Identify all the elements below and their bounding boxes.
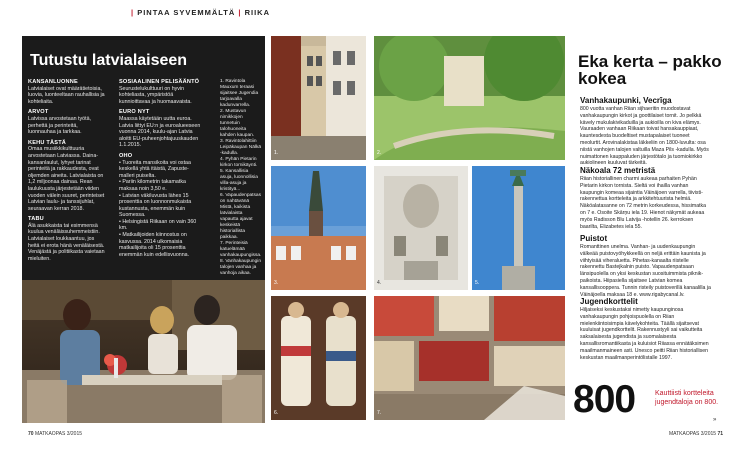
euro-heading: EURO NYT <box>119 109 150 116</box>
right-title: Eka kerta – pakko kokea <box>578 52 722 88</box>
cafe-photo <box>22 280 265 423</box>
arvot-text: Latvissa arvostetaan työtä, perhettä ja perinteitä, luonnauhaa ja tarkkaa. <box>28 115 92 136</box>
page-number-right: 71 <box>717 431 724 437</box>
photo-number: 2. <box>377 150 382 156</box>
photo-2-park <box>374 36 565 160</box>
magazine-name-right: MATKAOPAS 3/2015 <box>669 431 717 437</box>
photo-6-costumes <box>271 296 366 420</box>
big-number: 800 <box>573 378 636 421</box>
arvot-heading: ARVOT <box>28 109 49 116</box>
photo-number: 3. <box>274 280 279 286</box>
oho-heading: OHO <box>119 152 133 159</box>
section-heading-jugend: Jugendkorttelit <box>580 297 638 306</box>
photo-4-jugend <box>374 166 468 290</box>
continue-mark: » <box>713 417 717 423</box>
photo-number: 1. <box>274 150 279 156</box>
section-tag: | PINTAA SYVEMMÄLTÄ | RIIKA <box>131 8 270 17</box>
kehu-heading: KEHU TÄSTÄ <box>28 139 67 146</box>
section-subtitle: RIIKA <box>244 8 270 17</box>
photo-number: 7. <box>377 410 382 416</box>
photo-5-monument <box>472 166 565 290</box>
section-text-jugend: Hiljaiseksi keskustaksi nimetty kaupunginosa vanhakaupungin pohjoispuolella on Riian mielenkiintoisimpia kävelykohteita. Täällä sijaitsevat kuuluisat jugendkorttelit. Rakennustyyli sai vaikutteita saksalaisesta jugendista ja suomalaisesta kansallisromantiikasta ja kuluisiot Riiassa ennätäksimen maailmanmaineen asti. Unesco peitti Riian historiallisen keskustan maailmanperintölistalle 1997. <box>580 307 709 361</box>
photo-7-oldtown-aerial <box>374 296 565 420</box>
footer-left <box>28 431 82 437</box>
info-column-2 <box>119 79 201 262</box>
oho-text: • Tuoreita mansikoita voi ostaa keskellä yhtä itäistä, Zapuste-malleri puiselta. • Pariin kilometrin takamatka maksaa noin 3,50 e. • Latvian väkiluvusta lähes 15 prosenttia on luonnonmukaista kustannusta, enemmän kuin Suomessa. • Helsingistä Riikaan on vain 360 km. • Matkailijoiden kiinnostus on kasvussa. 2014 ulkomaisia matkailijoita oli 15 prosenttia enemmän kuin edellisvuonna. <box>119 159 197 258</box>
photo-number: 6. <box>274 410 279 416</box>
kansanluonne-heading: KANSANLUONNE <box>28 79 78 85</box>
photo-3-church <box>271 166 366 290</box>
kehu-text: Omaa musiikkikulttuuria arvostetaan Latviassa. Daina-kansanlaulut, lyhyet tarinat perinteitä ja rakkaudesta, ovat oljemden aineita. Latvialaista on 1,2 miljoonaa dainaa. Rean laulukuusta järjestetään viiden vuoden välein suuret, perinteiset Latvian laulu- ja tanssijuhlat, seuraavan kerran 2018. <box>28 146 105 212</box>
photo-captions: 1. Ravintola Mauxum teraasi sijaitsee Jugendia tarjoavalla kadunvarrella. 2. Mustavun nimikkojen tunnetuin talohuoneita kahden kaupan. 3. Ravintolahittiin Leipäkaupan Nälkä -kadulla. 4. Pyhän Pietarin kirkon tornikäynti. 5. Kansallisia asuja, luonnollisia villa-asuja ja kristityä... 6. Vapaudenpatsas on nahtävänä Mistä, kaikista latvialaista vapautta ajavat keskeistä historiallista paikkaa. 7. Perinteisiä katuelämää vanhakaupungissa. 8. Vanhakaupungin talojen vanhaa ja vanhoja aikaa. <box>220 79 262 276</box>
photo-1-street <box>271 36 366 160</box>
photo-number: 5. <box>475 280 480 286</box>
photo-number: 4. <box>377 280 382 286</box>
section-text-vanhakaupunki: 800 vuotta vanhan Riian sijhaeritin muodostavat vanhakaupungin kirkot ja goottilaiset tornit. Jo pelkkä kävely mukulakivikaduilla ja aukioilla on kiva elämys. Vauraaden vanhaan Riikaan toivat hansakauppiaat, kauntesdesta buodeltiset mustapalaiset tuoneet meolurtit. Arovinalakistaa läkkeliin on 1800-luvulta: osa niistä vanhojen talojen valtuilla Maza Pils -kadulla. Myös nuimattonen kauppaluden järjestötalo ja tuomiokirkko aukiolineen kuuluvat tärkeitä. <box>580 106 709 167</box>
section-title: PINTAA SYVEMMÄLTÄ <box>137 8 236 17</box>
magazine-name-left: MATKAOPAS 3/2015 <box>34 431 83 437</box>
footer-right <box>669 431 723 437</box>
section-text-puistot: Romanttinen unelma. Vanhan- ja uudenkaupungin välkeää puistovyöhykkeellä on neljä erittäin kaunista ja viihtyisää viheraluetta. Pihetas-kanaalta riistelle rakennettu Bastejkalnin puisto. Vapaudenpatsaan länsipuolella on yksi keskustan suosituimmista piknik-paikoista. Hiipasiella sijaitsee Latvian komea kansallisooppera. Tunnin risteily puistoverillä kanaalilla ja Väinäjoella maksaa 18 e. www.rigabycanal.lv. <box>580 244 711 298</box>
panel-title: Tutustu latvialaiseen <box>30 52 188 69</box>
info-column-1 <box>28 79 106 266</box>
section-heading-puistot: Puistot <box>580 234 608 243</box>
tabu-heading: TABU <box>28 216 44 223</box>
section-heading-nakoala: Näkoala 72 metristä <box>580 166 656 175</box>
section-text-nakoala: Riian historiallinen charmi aukeaa parhaiten Pyhän Pietarin kirkon tornista. Sieltä voi ihailla vanhan kaupungin komeaa sijaintia Väinäjoen varrella, tiivisti-rakennettua kortteleita ja arkkitehtuurista helmiä. Näköalatasanne on 72 metrin korkeudessa, hissimatka on 7 e. Osoite Skārņu iela 19. Hienot näkymät aukeaa myös Radisson Blu Latvija -hotellin 26. kerroksen baarilta, Elizabetes iela 55. <box>580 176 707 230</box>
section-heading-vanhakaupunki: Vanhakaupunki, Vecrīga <box>580 96 672 105</box>
tabu-text: Älä asukkaista tai esimmensä kuulua venäläissuhemmeistiin. Latvialaiset loukkaantuu, jos heitä ei erota hänä venäläisestä. Venäjästä ja politiikasta vaietaan mieluiten. <box>28 222 105 262</box>
euro-text: Maassa käytetään uutta euroa. Latvia liittyi EU:n ja euroalueeseen vuonna 2014, kuulu-ajan Latvia aloitti EU-puheenjohtajuuskauden 1.1.2015. <box>119 115 201 149</box>
page-number-left: 70 <box>28 431 34 437</box>
big-number-caption: Kauttiisti kortteleita jugendtaloja on 800. <box>655 390 719 406</box>
sosiaalinen-heading: SOSIAALINEN PELISÄÄNTÖ <box>119 79 200 85</box>
sosiaalinen-text: Seurustelukulttuuri on hyvin kohteliasta, ympäristöä kunnioittavaa ja huomaavaista. <box>119 85 192 105</box>
kansanluonne-text: Latvialaiset ovat määrätietoisia, luovia, luonteeltaan rauhallisia ja kohteliaita. <box>28 85 105 105</box>
